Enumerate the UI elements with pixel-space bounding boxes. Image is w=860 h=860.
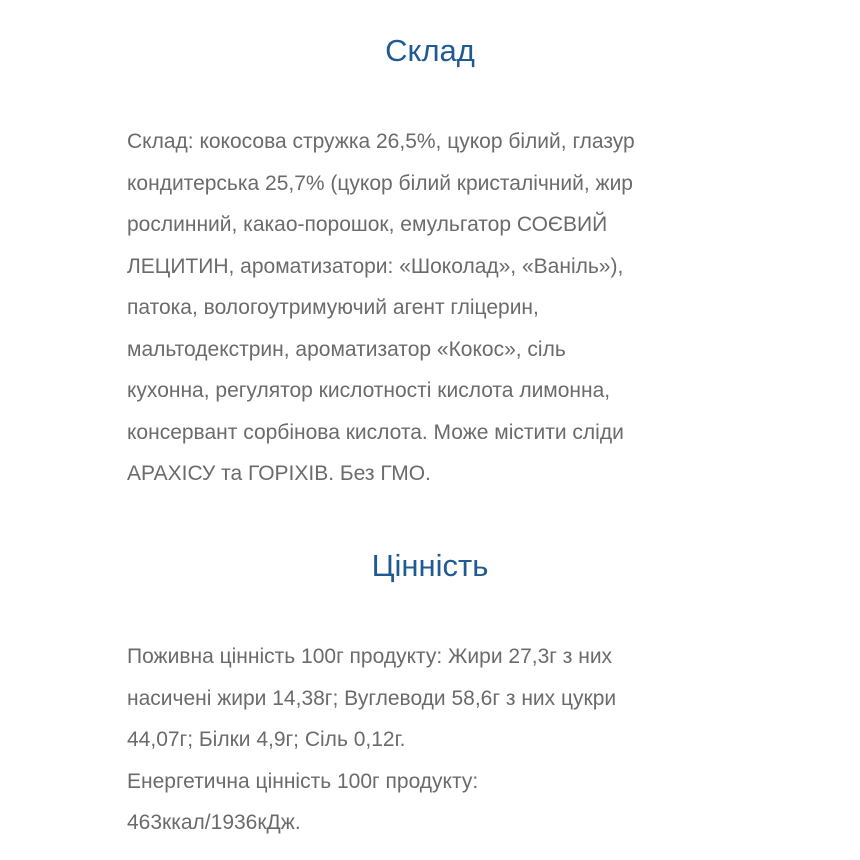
composition-text <box>127 121 747 495</box>
nutrition-value-heading: Цінність <box>371 548 489 583</box>
nutrition-line: насичені жири 14,38г; Вуглеводи 58,6г з них цукри <box>127 686 617 710</box>
composition-line: мальтодекстрин, ароматизатор «Кокос», сіль <box>127 337 566 361</box>
nutrition-value-text <box>127 636 747 844</box>
composition-line: ЛЕЦИТИН, ароматизатори: «Шоколад», «Ваніль»), <box>127 254 624 278</box>
nutrition-line: 44,07г; Білки 4,9г; Сіль 0,12г. <box>127 728 406 751</box>
composition-line: консервант сорбінова кислота. Може містити сліди <box>127 420 624 444</box>
nutrition-line: 463ккал/1936кДж. <box>127 811 301 834</box>
composition-heading: Склад <box>385 33 475 68</box>
composition-line: патока, вологоутримуючий агент гліцерин, <box>127 296 539 319</box>
composition-line: кухонна, регулятор кислотності кислота лимонна, <box>127 379 611 402</box>
composition-line: Склад: кокосова стружка 26,5%, цукор білий, глазур <box>127 130 635 153</box>
composition-line: рослинний, какао-порошок, емульгатор СОЄВИЙ <box>127 213 608 236</box>
nutrition-line: Енергетична цінність 100г продукту: <box>127 769 479 793</box>
nutrition-line: Поживна цінність 100г продукту: Жири 27,3г з них <box>127 645 613 668</box>
composition-line: кондитерська 25,7% (цукор білий кристалічний, жир <box>127 171 633 195</box>
composition-line: АРАХІСУ та ГОРІХІВ. Без ГМО. <box>127 462 431 485</box>
